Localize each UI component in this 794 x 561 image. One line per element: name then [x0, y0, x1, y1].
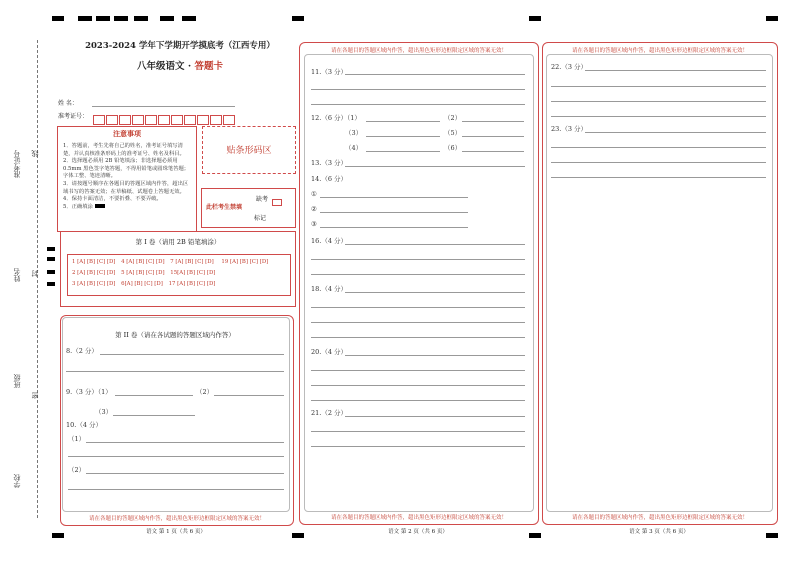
option-row[interactable]: 2 [A] [B] [C] [D] 5 [A] [B] [C] [D] 15[A] [B] [C] [D] — [72, 270, 216, 276]
question-13: 13.（3 分） — [311, 159, 348, 167]
answer-line[interactable] — [551, 86, 766, 87]
notice-item: 4．保持卡面清洁，不要折叠、不要弄破。 — [63, 196, 162, 203]
section1-box — [60, 231, 296, 307]
registration-mark — [114, 16, 128, 21]
answer-line[interactable] — [320, 197, 468, 198]
answer-line[interactable] — [311, 385, 525, 386]
question-12-6: （6） — [444, 144, 462, 152]
page-number-1: 语文 第 1 页（共 6 页） — [146, 529, 206, 535]
question-9: 9.（3 分）（1） — [66, 388, 112, 396]
absent-label: 此栏考生禁填 — [206, 204, 243, 211]
answer-line[interactable] — [345, 244, 525, 245]
answer-line[interactable] — [551, 177, 766, 178]
warning-text: 请在各题目的答题区域内作答，超出黑色矩形边框限定区域的答案无效！ — [571, 48, 748, 54]
correct-fill-sample — [95, 204, 105, 208]
warning-text: 请在各题目的答题区域内作答，超出黑色矩形边框限定区域的答案无效！ — [571, 515, 748, 521]
answer-line[interactable] — [345, 74, 525, 75]
answer-line[interactable] — [462, 151, 524, 152]
answer-line[interactable] — [320, 212, 468, 213]
absent-mark: 标记 — [254, 215, 267, 222]
answer-line[interactable] — [113, 415, 195, 416]
page-subtitle — [60, 58, 300, 72]
answer-line[interactable] — [551, 116, 766, 117]
answer-line[interactable] — [66, 371, 284, 372]
question-12: 12.（6 分）（1） — [311, 114, 361, 122]
option-row[interactable]: 1 [A] [B] [C] [D] 4 [A] [B] [C] [D] 7 [A] [B] [C] [D] 19 [A] [B] [C] [D] — [72, 259, 269, 265]
name-field[interactable] — [92, 106, 235, 107]
registration-mark — [52, 16, 64, 21]
barcode-label: 贴条形码区 — [226, 146, 272, 156]
section1-title: 第 I 卷（请用 2B 铅笔填涂） — [135, 238, 221, 246]
answer-line[interactable] — [345, 166, 525, 167]
question-14: 14.（6 分） — [311, 175, 348, 183]
answer-line[interactable] — [100, 354, 284, 355]
notice-item: 1．答题前，考生先将自己的姓名，准考证号填写清楚，并认真核准条形码上的准考证号、姓名及科目。 — [63, 143, 185, 157]
registration-mark — [160, 16, 174, 21]
registration-mark — [529, 16, 541, 21]
options-block — [67, 254, 291, 296]
answer-line[interactable] — [551, 147, 766, 148]
binding-label-mi: 密 — [31, 392, 39, 399]
question-9-2: （2） — [196, 388, 214, 396]
answer-line[interactable] — [311, 446, 525, 447]
question-12-4: （4） — [345, 144, 363, 152]
notice-box — [57, 126, 197, 232]
answer-line[interactable] — [345, 416, 525, 417]
registration-mark — [134, 16, 148, 21]
item-1: ① — [311, 190, 317, 198]
answer-line[interactable] — [311, 337, 525, 338]
answer-line[interactable] — [345, 355, 525, 356]
question-12-5: （5） — [444, 129, 462, 137]
answer-line[interactable] — [311, 307, 525, 308]
answer-line[interactable] — [311, 274, 525, 275]
page-number-3: 语文 第 3 页（共 6 页） — [629, 529, 689, 535]
subtitle-red: 答题卡 — [194, 61, 223, 72]
panel-3-inner — [546, 54, 773, 512]
answer-line[interactable] — [311, 322, 525, 323]
answer-line[interactable] — [68, 456, 284, 457]
answer-line[interactable] — [366, 151, 440, 152]
barcode-area — [202, 126, 296, 174]
notice-title: 注意事项 — [113, 129, 141, 138]
side-mark — [47, 282, 55, 286]
answer-line[interactable] — [86, 442, 284, 443]
question-21: 21.（2 分） — [311, 409, 348, 417]
question-22: 22.（3 分） — [551, 63, 588, 71]
item-3: ③ — [311, 220, 317, 228]
side-mark — [47, 257, 55, 261]
page-title: 2023-2024 学年下学期开学摸底考（江西专用） — [85, 41, 275, 51]
registration-mark — [182, 16, 196, 21]
registration-mark — [78, 16, 92, 21]
item-2: ② — [311, 205, 317, 213]
binding-label-xian: 线 — [31, 150, 39, 157]
warning-text: 请在各题目的答题区域内作答，超出黑色矩形边框限定区域的答案无效！ — [88, 516, 265, 522]
answer-line[interactable] — [311, 431, 525, 432]
question-12-2: （2） — [444, 114, 462, 122]
notice-item: 2．选择题必须用 2B 铅笔填涂；非选择题必须用 0.5mm 黑色签字笔答题，不得用铅笔或圆珠笔答题；字体工整、笔迹清晰。 — [63, 158, 190, 180]
warning-text: 请在各题目的答题区域内作答，超出黑色矩形边框限定区域的答案无效！ — [330, 48, 507, 54]
absent-missing: 缺考 — [256, 196, 269, 203]
answer-line[interactable] — [86, 473, 284, 474]
binding-label-xingming: 姓名 — [13, 268, 21, 282]
absent-checkbox[interactable] — [272, 199, 282, 206]
answer-line[interactable] — [366, 121, 440, 122]
notice-item: 3．请按题号顺序在各题目的答题区域内作答，超出区域书写的答案无效；在草稿纸、试题卷上答题无效。 — [63, 180, 189, 195]
side-mark — [47, 270, 55, 274]
answer-line[interactable] — [311, 370, 525, 371]
answer-line[interactable] — [311, 400, 525, 401]
answer-line[interactable] — [68, 489, 284, 490]
question-11: 11.（3 分） — [311, 68, 348, 76]
answer-line[interactable] — [311, 89, 525, 90]
question-10-2: （2） — [68, 466, 86, 474]
panel-2-inner — [304, 54, 534, 512]
binding-label-zhunkao: 准考证号 — [13, 150, 21, 178]
answer-line[interactable] — [214, 395, 284, 396]
answer-line[interactable] — [311, 104, 525, 105]
answer-line[interactable] — [366, 136, 440, 137]
question-8: 8.（2 分） — [66, 347, 98, 355]
answer-line[interactable] — [551, 162, 766, 163]
section2-title: 第 II 卷（请在各试题的答题区域内作答） — [115, 331, 235, 339]
answer-line[interactable] — [345, 292, 525, 293]
answer-line[interactable] — [585, 132, 766, 133]
page-number-2: 语文 第 2 页（共 6 页） — [388, 529, 448, 535]
answer-line[interactable] — [311, 259, 525, 260]
question-16: 16.（4 分） — [311, 237, 348, 245]
binding-dashed-line — [37, 40, 38, 518]
registration-mark — [766, 16, 778, 21]
question-9-3: （3） — [95, 408, 113, 416]
answer-line[interactable] — [462, 136, 524, 137]
question-10-1: （1） — [68, 435, 86, 443]
side-mark — [47, 247, 55, 251]
answer-line[interactable] — [462, 121, 524, 122]
registration-mark — [96, 16, 110, 21]
notice-item: 5．正确填涂 — [63, 203, 93, 210]
answer-line[interactable] — [115, 395, 193, 396]
id-label: 准考证号： — [58, 113, 89, 120]
option-row[interactable]: 3 [A] [B] [C] [D] 6[A] [B] [C] [D] 17 [A] [B] [C] [D] — [72, 281, 216, 287]
question-20: 20.（4 分） — [311, 348, 348, 356]
binding-label-xuexiao: 学校 — [13, 474, 21, 488]
question-18: 18.（4 分） — [311, 285, 348, 293]
answer-line[interactable] — [551, 101, 766, 102]
name-label: 姓 名： — [58, 100, 78, 107]
answer-line[interactable] — [585, 70, 766, 71]
registration-mark — [292, 16, 304, 21]
question-23: 23.（3 分） — [551, 125, 588, 133]
subtitle-black: 八年级语文 · — [137, 61, 195, 72]
question-12-3: （3） — [345, 129, 363, 137]
question-10: 10.（4 分） — [66, 421, 103, 429]
absent-box — [201, 188, 296, 228]
binding-label-banji: 班级 — [13, 374, 21, 388]
answer-line[interactable] — [320, 227, 468, 228]
warning-text: 请在各题目的答题区域内作答，超出黑色矩形边框限定区域的答案无效！ — [330, 515, 507, 521]
binding-label-feng: 封 — [31, 270, 39, 277]
